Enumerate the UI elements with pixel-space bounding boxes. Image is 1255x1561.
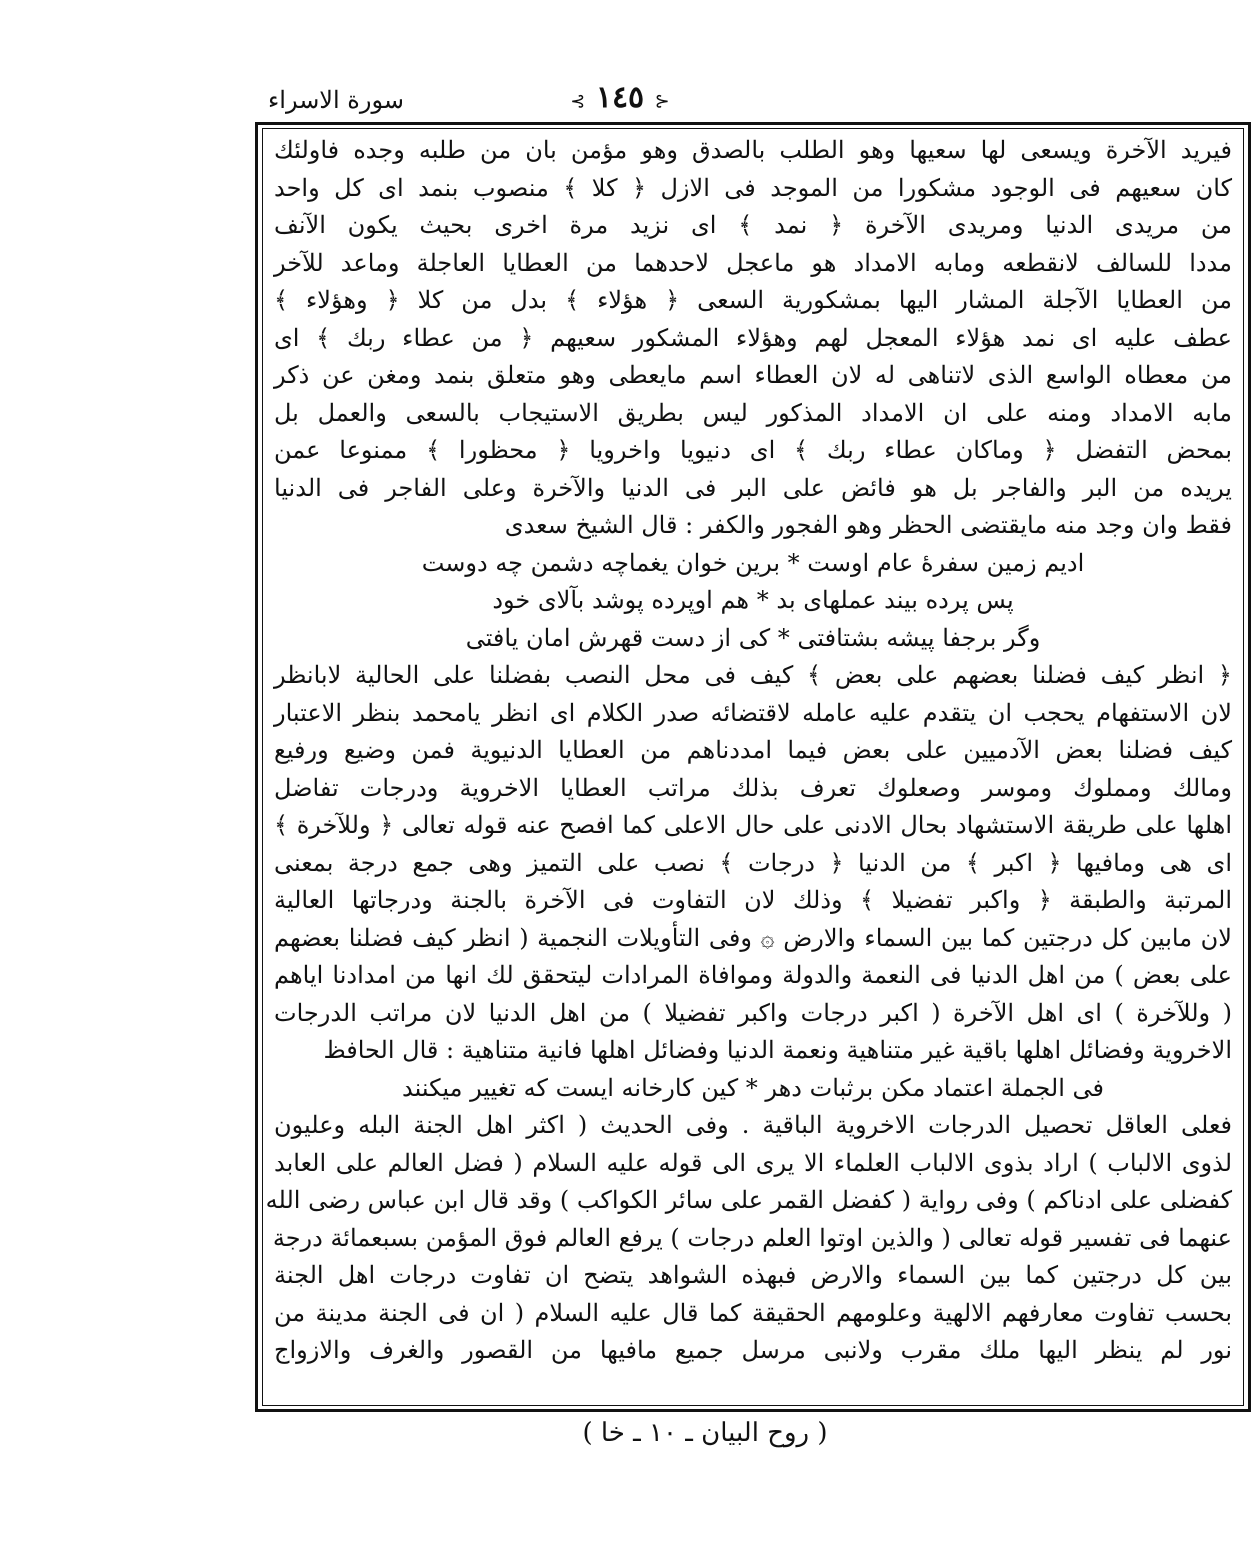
- text-line: ومالك ومملوك وموسر وصعلوك تعرف بذلك مراتب العطايا الاخروية ودرجات تفاضل: [274, 773, 1232, 802]
- text-line: اهلها على طريقة الاستشهاد بحال الادنى على حال الاعلى كما افصح عنه قوله تعالى ﴿ وللآخرة ﴾: [274, 811, 1232, 839]
- text-line: من العطايا الآجلة المشار اليها بمشكورية السعى ﴿ هؤلاء ﴾ بدل من كلا ﴿ وهؤلاء ﴾: [274, 286, 1232, 314]
- text-line: فيريد الآخرة ويسعى لها سعيها وهو الطلب بالصدق وهو مؤمن بان من طلبه وجده فاولئك: [274, 136, 1232, 164]
- text-line: لان الاستفهام يحجب ان يتقدم عليه عامله لاقتضائه صدر الكلام اى انظر يامحمد بنظر الاعتبار: [274, 698, 1232, 727]
- text-line: الاخروية وفضائل اهلها باقية غير متناهية ونعمة الدنيا وفضائل اهلها فانية متناهية : قال الحافظ: [323, 1036, 1232, 1064]
- text-line: عطف عليه اى نمد هؤلاء المعجل لهم وهؤلاء المشكور سعيهم ﴿ من عطاء ربك ﴾ اى: [274, 323, 1232, 352]
- text-line: كفضلى على ادناكم ) وفى رواية ( كفضل القمر على سائر الكواكب ) وقد قال ابن عباس رضى الله: [265, 1186, 1232, 1214]
- text-line: كيف فضلنا بعض الآدميين على بعض فيما امددناهم من العطايا الدنيوية فمن وضيع ورفيع: [274, 736, 1233, 764]
- text-line: مابه الامداد ومنه على ان الامداد المذكور ليس بطريق الاستيجاب بالسعى والعمل بل: [274, 398, 1232, 427]
- text-line: المرتبة والطبقة ﴿ واكبر تفضيلا ﴾ وذلك لان التفاوت فى الآخرة بالجنة ودرجاتها العالية: [274, 886, 1232, 914]
- text-line: من مريدى الدنيا ومريدى الآخرة ﴿ نمد ﴾ اى نزيد مرة اخرى بحيث يكون الآنف: [274, 211, 1233, 239]
- body-text: [265, 132, 1236, 1404]
- persian-verse-line: اديم زمين سفرهٔ عام اوست * برين خوان يغماچه دشمن چه دوست: [421, 548, 1085, 577]
- persian-verse-line: وگر برجفا پيشه بشتافتى * كى از دست قهرش امان يافتى: [465, 623, 1041, 652]
- text-line: بين كل درجتين كما بين السماء والارض فبهذه الشواهد يتضح ان تفاوت درجات اهل الجنة: [274, 1261, 1233, 1289]
- ornament-right-icon: ⊱: [570, 91, 586, 112]
- page-number-value: ١٤٥: [595, 80, 645, 115]
- text-line: بحسب تفاوت معارفهم الالهية وعلومهم الحقيقة كما قال عليه السلام ( ان فى الجنة مدينة من: [274, 1298, 1232, 1327]
- text-line: يريده من البر والفاجر بل هو فائض على البر فى الدنيا والآخرة وعلى الفاجر فى الدنيا: [274, 473, 1232, 502]
- text-line: على بعض ) من اهل الدنيا فى النعمة والدولة وموافاة المرادات ليتحقق لك انها من امدادنا اياهم: [274, 961, 1232, 989]
- text-line: فقط وان وجد منه مايقتضى الحظر وهو الفجور والكفر : قال الشيخ سعدى: [504, 511, 1232, 539]
- persian-verse-line: پس پرده بيند عملهاى بد * هم اوپرده پوشد بآلاى خود: [492, 586, 1014, 614]
- text-line: كان سعيهم فى الوجود مشكورا من الموجد فى الازل ﴿ كلا ﴾ منصوب بنمد اى كل واحد: [274, 173, 1232, 202]
- text-line: فعلى العاقل تحصيل الدرجات الاخروية الباقية . وفى الحديث ( اكثر اهل الجنة البله وعليون: [274, 1111, 1232, 1139]
- text-line: نور لم ينظر اليها ملك مقرب ولانبى مرسل جميع مافيها من القصور والغرف والازواج: [274, 1336, 1233, 1364]
- text-line: لان مابين كل درجتين كما بين السماء والارض ۞ وفى التأويلات النجمية ( انظر كيف فضلنا بعضهم: [274, 923, 1232, 952]
- text-line: بمحض التفضل ﴿ وماكان عطاء ربك ﴾ اى دنيويا واخرويا ﴿ محظورا ﴾ ممنوعا عمن: [274, 436, 1233, 464]
- signature-mark: ( روح البيان ـ ١٠ ـ خا ): [582, 1418, 828, 1448]
- text-line: اى هى ومافيها ﴿ اكبر ﴾ من الدنيا ﴿ درجات ﴾ نصب على التميز وهى جمع درجة بمعنى: [274, 848, 1232, 877]
- page-header: [255, 82, 1255, 122]
- surah-title: سورة الاسراء: [268, 86, 404, 114]
- text-line: من معطاه الواسع الذى لاتناهى له لان العطاء اسم مايعطى وهو متعلق بنمد ومغن عن ذكر: [274, 361, 1232, 389]
- text-line: ( وللآخرة ) اى اهل الآخرة ( اكبر درجات واكبر تفضيلا ) من اهل الدنيا لان مراتب الدرجات: [274, 998, 1232, 1027]
- text-line: لذوى الالباب ) اراد بذوى الالباب العلماء الا يرى الى قوله عليه السلام ( فضل العالم على العابد: [274, 1148, 1233, 1177]
- text-line: عنهما فى تفسير قوله تعالى ( والذين اوتوا العلم درجات ) يرفع العالم فوق المؤمن بسبعمائة درجة: [272, 1223, 1232, 1252]
- text-line: مددا للسالف لانقطعه ومابه الامداد هو ماعجل لاحدهما من العطايا العاجلة وماعد للآخر: [274, 248, 1232, 277]
- page-number: [520, 80, 720, 115]
- ornament-left-icon: ⊰: [654, 91, 670, 112]
- text-line: ﴿ انظر كيف فضلنا بعضهم على بعض ﴾ كيف فى محل النصب بفضلنا على الحالية لابانظر: [274, 661, 1232, 689]
- persian-verse-line: فى الجملة اعتماد مكن برثبات دهر * كين كارخانه ايست كه تغيير ميكنند: [402, 1073, 1104, 1102]
